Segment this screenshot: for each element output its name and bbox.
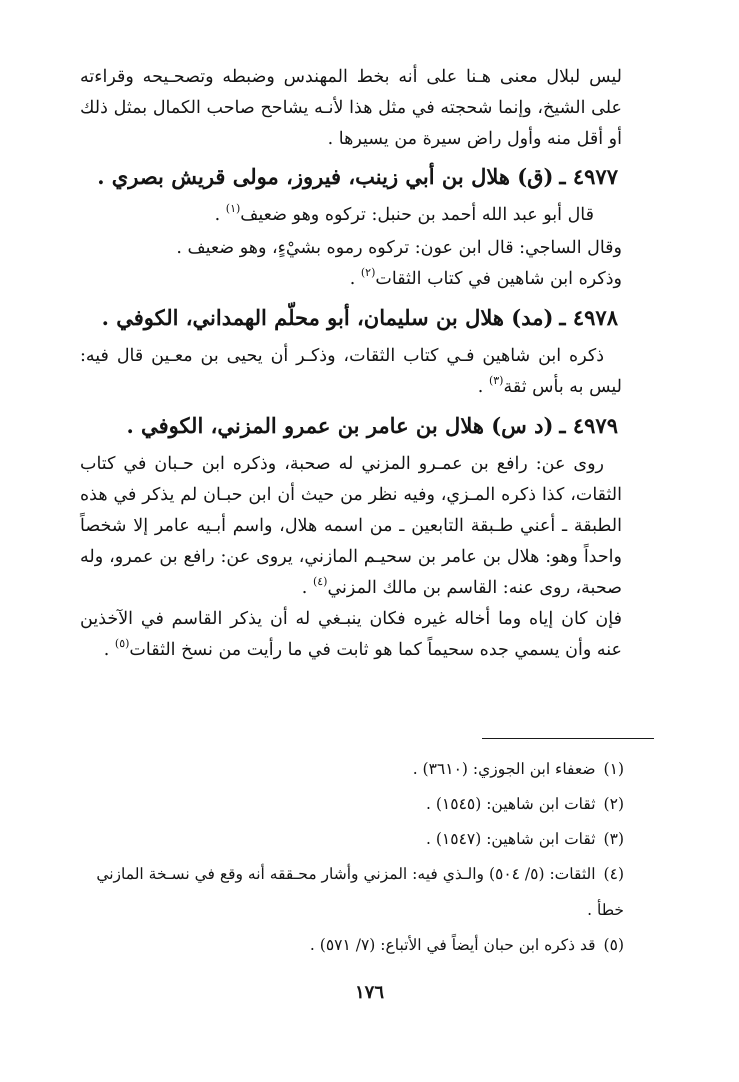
- line-text: ليس به بأس ثقة: [503, 377, 622, 397]
- entry-number: ٤٩٧٧ ـ: [559, 164, 618, 189]
- footnote-item: [80, 822, 624, 857]
- footnotes: [80, 752, 624, 963]
- footnote-ref: (٤): [312, 575, 328, 588]
- line-tail: .: [103, 640, 115, 660]
- entry-4979-paragraph-2: [80, 604, 622, 666]
- footnote-text: قد ذكره ابن حبان أيضاً في الأتباع: (٧/ ٥٧١) .: [309, 936, 596, 954]
- entry-4977-line: [80, 233, 622, 264]
- entry-title: (مد) هلال بن سليمان، أبو محلّم الهمداني، الكوفي .: [101, 305, 554, 330]
- entry-number: ٤٩٧٨ ـ: [559, 305, 618, 330]
- entry-number: ٤٩٧٩ ـ: [559, 413, 618, 438]
- entry-4977-line: [80, 264, 622, 295]
- entry-title: (د س) هلال بن عامر بن عمرو المزني، الكوفي .: [126, 413, 554, 438]
- footnote-number: (٣): [603, 830, 624, 848]
- entry-heading-4977: [80, 162, 622, 192]
- footnote-number: (١): [603, 760, 624, 778]
- intro-line: الشيخ، وإنما شحجته في مثل هذا لأنـه يشاحح صاحب الكمال بمثل ذلك أو: [80, 98, 622, 149]
- footnote-text: الثقات: (٥/ ٥٠٤) والـذي فيه: المزني وأشار محـققه أنه وقع في نسـخة المازني: [96, 865, 596, 883]
- line-text: وأن يسمي جده سحيماً كما هو ثابت في ما رأيت من نسخ الثقات: [129, 640, 592, 660]
- entry-heading-4978: [80, 303, 622, 333]
- line-text: الطبقة ـ أعني طـبقة التابعين ـ من اسمه هلال، واسم أبـيه عامر إلا شخصاً: [80, 516, 622, 536]
- page-number: ١٧٦: [354, 982, 384, 1003]
- footnote-number: (٢): [603, 795, 624, 813]
- footnote-item: [80, 787, 624, 822]
- intro-line: ليس لبلال معنى هـنا على أنه بخط المهندس وضبطه وتصحـيحه وقراءته على: [80, 67, 622, 118]
- intro-paragraph: [80, 62, 622, 155]
- line-text: الثقات، كذا ذكره المـزي، وفيه نظر من حيث أن ابن حبـان لم يذكر في هذه: [80, 485, 622, 505]
- entry-heading-4979: [80, 411, 622, 441]
- line-text: وقال الساجي: قال ابن عون: تركوه رموه بشيْءٍ، وهو ضعيف .: [176, 238, 622, 258]
- line-text: ذكره ابن شاهين فـي كتاب الثقات، وذكـر أن يحيى بن معـين قال فيه:: [80, 346, 604, 366]
- main-text: [80, 62, 622, 666]
- footnote-item: [80, 752, 624, 787]
- footnote-separator: [482, 738, 654, 739]
- line-text: فإن كان إياه وما أخاله غيره فكان ينبـغي له أن يذكر القاسم في الآخذين عنه: [80, 609, 622, 660]
- line-text: قال أبو عبد الله أحمد بن حنبل: تركوه وهو ضعيف: [240, 205, 594, 225]
- footnote-ref: (١): [225, 202, 241, 215]
- entry-4979-paragraph: [80, 449, 622, 604]
- footnote-ref: (٢): [360, 266, 376, 279]
- line-text: واحداً وهو: هلال بن عامر بن سحيـم المازني، يروى عن: رافع بن عمرو،: [109, 547, 622, 567]
- footnote-ref: (٥): [114, 637, 130, 650]
- footnote-item: [80, 857, 624, 928]
- footnote-ref: (٣): [488, 374, 504, 387]
- footnote-number: (٥): [603, 936, 624, 954]
- footnote-text: ثقات ابن شاهين: (١٥٤٥) .: [426, 795, 596, 813]
- entry-4977-line: [80, 200, 622, 231]
- line-tail: .: [349, 269, 361, 289]
- intro-line: أقل منه وأول راض سيرة من يسيرها .: [327, 129, 604, 149]
- footnote-item: [80, 928, 624, 963]
- line-tail: .: [477, 377, 489, 397]
- footnote-text: ثقات ابن شاهين: (١٥٤٧) .: [426, 830, 596, 848]
- line-tail: .: [214, 205, 226, 225]
- line-text: وله صحبة، روى عنه: القاسم بن مالك المزني: [80, 547, 622, 598]
- entry-title: (ق) هلال بن أبي زينب، فيروز، مولى قريش بصري .: [97, 164, 554, 189]
- footnote-continuation: خطأ .: [587, 901, 624, 919]
- line-text: وذكره ابن شاهين في كتاب الثقات: [375, 269, 622, 289]
- line-tail: .: [301, 578, 313, 598]
- line-text: روى عن: رافع بن عمـرو المزني له صحبة، وذكره ابن حـبان في كتاب: [80, 454, 604, 474]
- footnote-number: (٤): [603, 865, 624, 883]
- entry-4978-paragraph: [80, 341, 622, 403]
- footnote-text: ضعفاء ابن الجوزي: (٣٦١٠) .: [412, 760, 596, 778]
